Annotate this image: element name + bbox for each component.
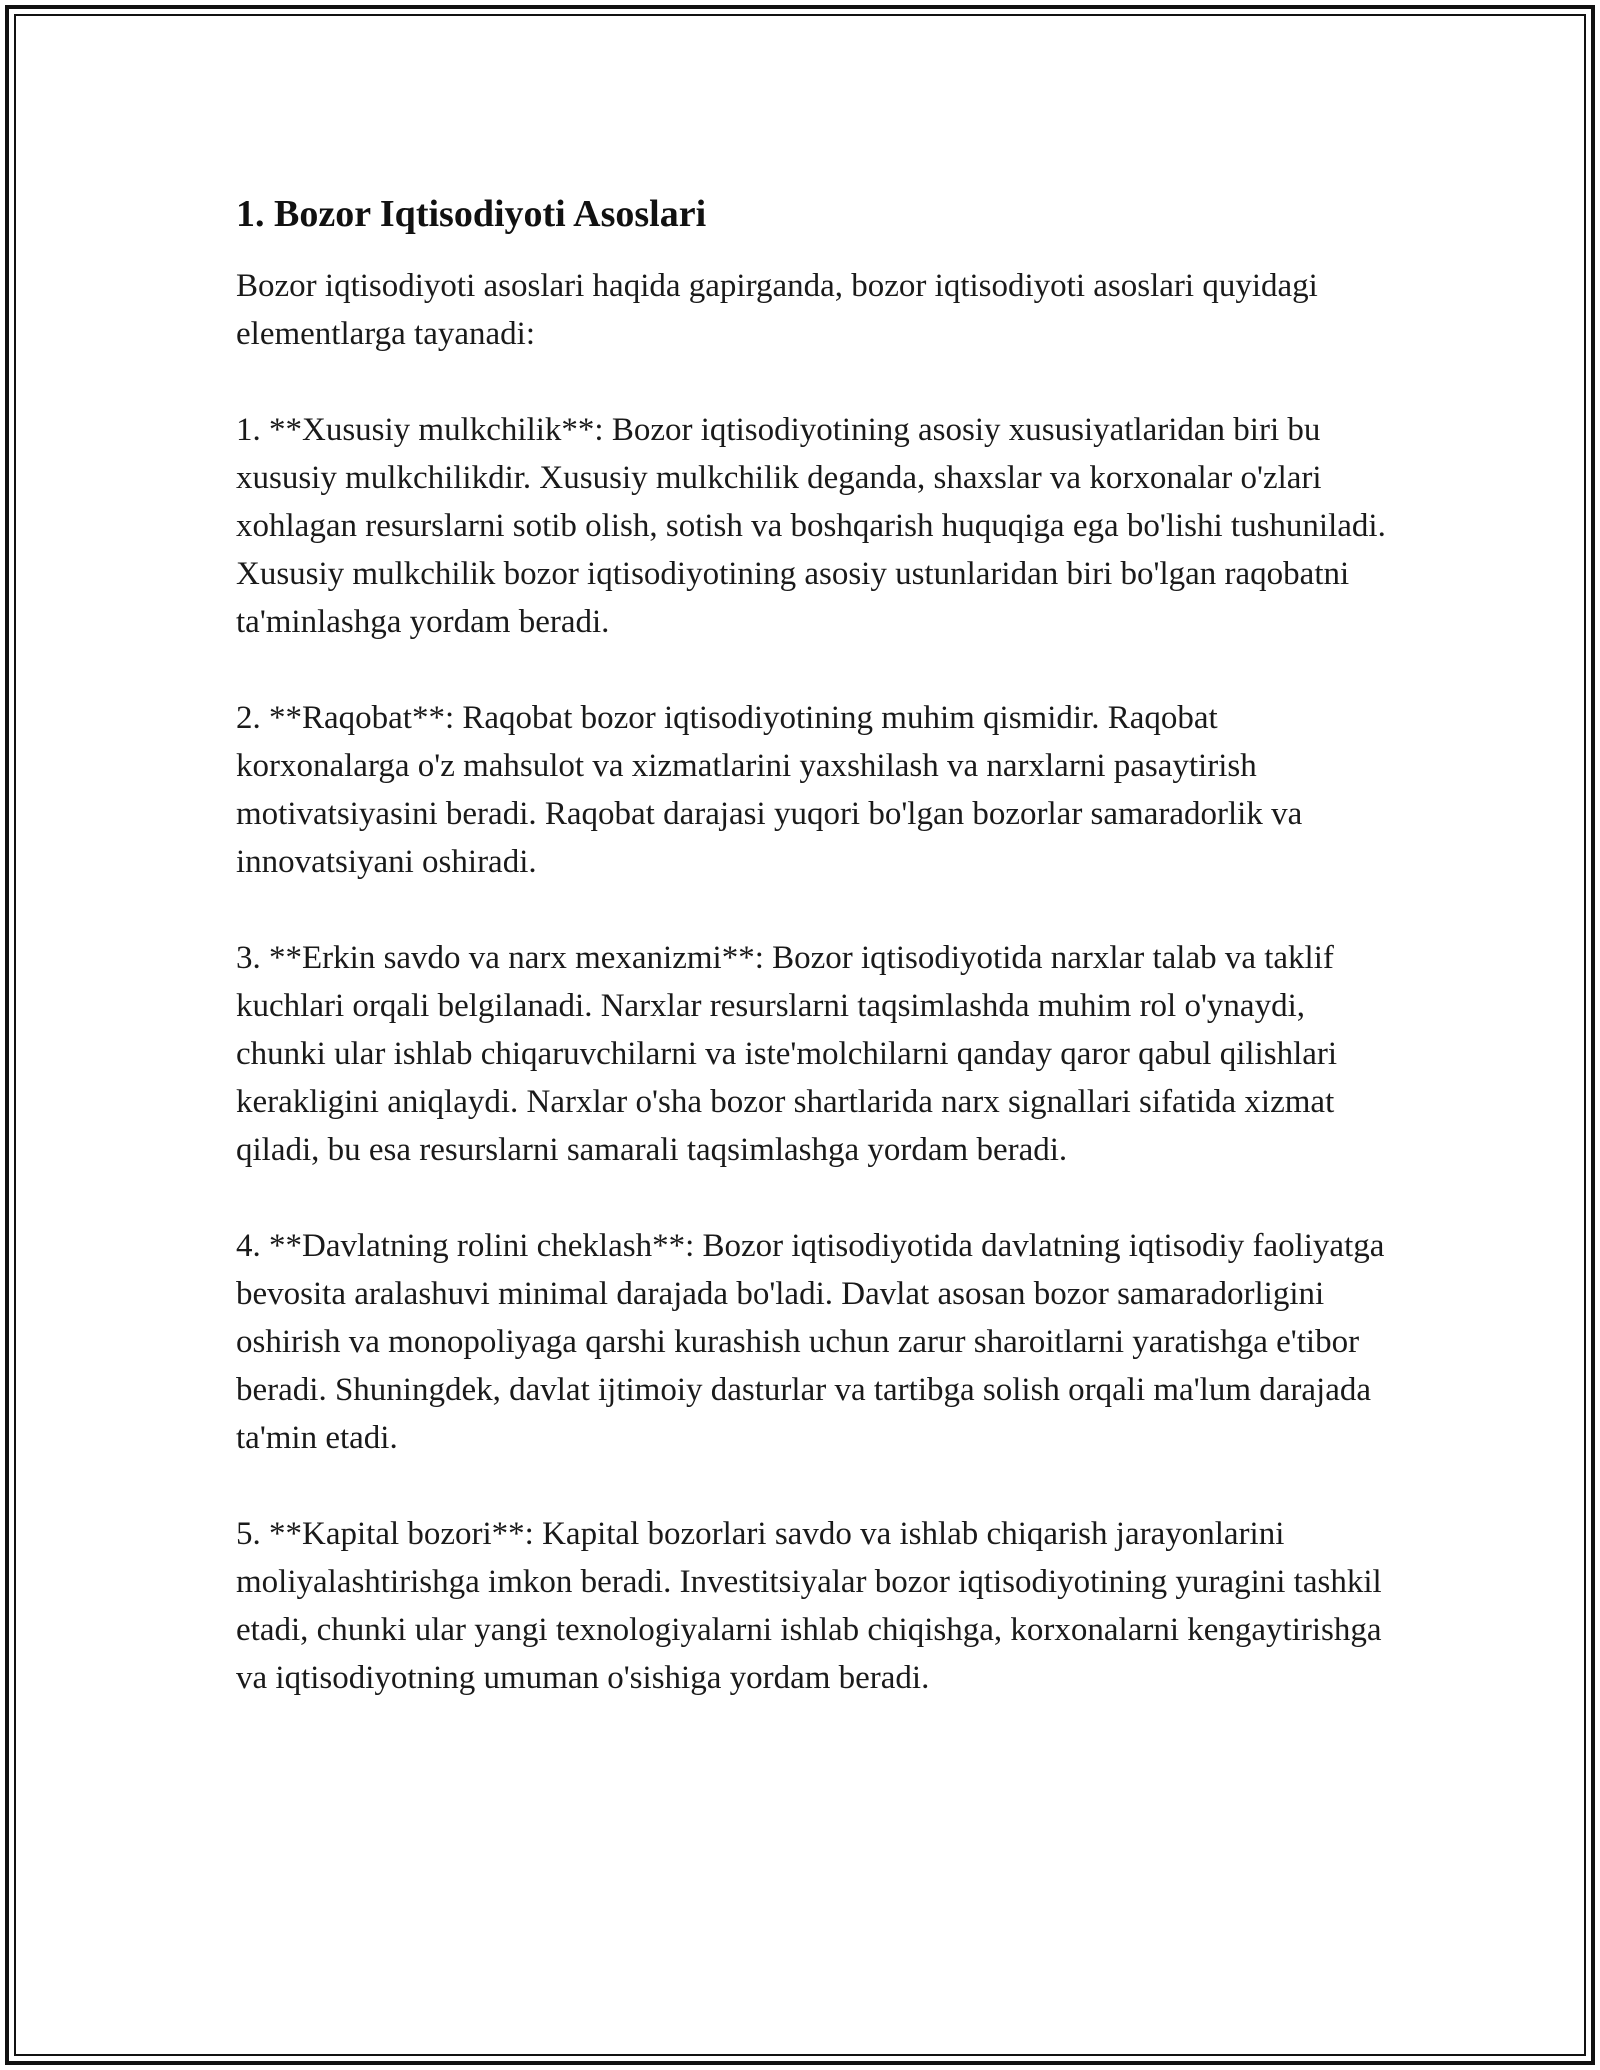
document-title: 1. Bozor Iqtisodiyoti Asoslari <box>236 193 707 235</box>
list-item-private-ownership: 1. **Xususiy mulkchilik**: Bozor iqtisodiyotining asosiy xususiyatlaridan biri bu xususiy mulkchilikdir. Xususiy mulkchilik deganda, shaxslar va korxonalar o'zlari xohlagan resurslarni sotib olish, sotish va boshqarish huquqiga ega bo'lishi tushuniladi. Xususiy mulkchilik bozor iqtisodiyotining asosiy ustunlaridan biri bo'lgan raqobatni ta'minlashga yordam beradi. <box>236 412 1386 640</box>
list-item-capital-market: 5. **Kapital bozori**: Kapital bozorlari savdo va ishlab chiqarish jarayonlarini moliyalashtirishga imkon beradi. Investitsiyalar bozor iqtisodiyotining yuragini tashkil etadi, chunki ular yangi texnologiyalarni ishlab chiqishga, korxonalarni kengaytirishga va iqtisodiyotning umuman o'sishiga yordam beradi. <box>236 1516 1382 1696</box>
list-item-limited-state-role: 4. **Davlatning rolini cheklash**: Bozor iqtisodiyotida davlatning iqtisodiy faoliyatga bevosita aralashuvi minimal darajada bo'ladi. Davlat asosan bozor samaradorligini oshirish va monopoliyaga qarshi kurashish uchun zarur sharoitlarni yaratishga e'tibor beradi. Shuningdek, davlat ijtimoiy dasturlar va tartibga solish orqali ma'lum darajada ta'min etadi. <box>236 1228 1385 1456</box>
list-item-competition: 2. **Raqobat**: Raqobat bozor iqtisodiyotining muhim qismidir. Raqobat korxonalarga o'z mahsulot va xizmatlarini yaxshilash va narxlarni pasaytirish motivatsiyasini beradi. Raqobat darajasi yuqori bo'lgan bozorlar samaradorlik va innovatsiyani oshiradi. <box>236 700 1303 880</box>
list-item-free-trade-price-mechanism: 3. **Erkin savdo va narx mexanizmi**: Bozor iqtisodiyotida narxlar talab va taklif kuchlari orqali belgilanadi. Narxlar resurslarni taqsimlashda muhim rol o'ynaydi, chunki ular ishlab chiqaruvchilarni va iste'molchilarni qanday qaror qabul qilishlari kerakligini aniqlaydi. Narxlar o'sha bozor shartlarida narx signallari sifatida xizmat qiladi, bu esa resurslarni samarali taqsimlashga yordam beradi. <box>236 940 1338 1168</box>
intro-paragraph: Bozor iqtisodiyoti asoslari haqida gapirganda, bozor iqtisodiyoti asoslari quyidagi elementlarga tayanadi: <box>236 268 1318 352</box>
document-body <box>236 188 1386 1702</box>
